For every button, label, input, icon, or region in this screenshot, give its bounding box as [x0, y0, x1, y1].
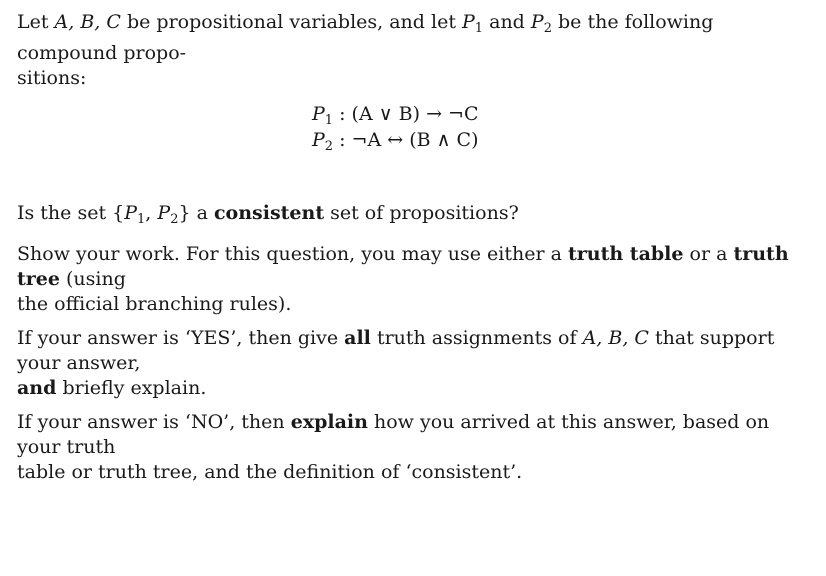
no-text-line2: table or truth tree, and the definition of ‘consistent’.: [17, 461, 523, 483]
yes-text-1: If your answer is ‘YES’, then give: [17, 327, 345, 349]
intro-text-1: Let: [17, 11, 55, 33]
show-work-text-2: or a: [683, 243, 734, 265]
no-text-1: If your answer is ‘NO’, then: [17, 411, 291, 433]
intro-text-2: be propositional variables, and let: [120, 11, 462, 33]
intro-text-line2: sitions:: [17, 67, 87, 89]
show-work-text-line2: the official branching rules).: [17, 293, 292, 315]
formula-p2-subscript: 2: [324, 139, 334, 154]
intro-variables: A, B, C: [54, 11, 121, 33]
yes-answer-paragraph: [17, 326, 807, 401]
question-separator: ,: [145, 202, 158, 224]
formula-p1: [312, 101, 807, 127]
question-p1-name: P: [124, 202, 138, 224]
intro-text-4: be the following compound propo-: [17, 11, 714, 64]
formula-p1-subscript: 1: [324, 113, 334, 128]
show-work-bold-truth-tree: truth tree: [17, 243, 789, 290]
show-work-text-1: Show your work. For this question, you may use either a: [17, 243, 568, 265]
formula-p2-expression: : ¬A ↔ (B ∧ C): [333, 129, 479, 151]
show-work-paragraph: [17, 242, 807, 317]
formula-p2-name: P: [312, 129, 325, 151]
formula-p2: [312, 127, 807, 153]
yes-text-3: that support your answer,: [17, 327, 775, 374]
intro-paragraph: [17, 10, 807, 91]
intro-p2-subscript: 2: [543, 21, 552, 36]
intro-p1-subscript: 1: [474, 21, 484, 36]
intro-p1-name: P: [462, 11, 475, 33]
question-p1-subscript: 1: [137, 212, 146, 227]
yes-bold-all: all: [344, 327, 371, 349]
show-work-bold-truth-table: truth table: [567, 243, 684, 265]
question-bold-consistent: consistent: [213, 202, 325, 224]
formula-block: [312, 101, 807, 153]
yes-text-2: truth assignments of: [370, 327, 583, 349]
question-p2-name: P: [157, 202, 171, 224]
yes-variables: A, B, C: [582, 327, 649, 349]
formula-p1-name: P: [312, 103, 325, 125]
no-answer-paragraph: [17, 410, 807, 485]
yes-bold-and: and: [17, 377, 57, 399]
formula-p1-expression: : (A ∨ B) → ¬C: [333, 103, 479, 125]
question-text-2: } a: [178, 202, 214, 224]
question-paragraph: [17, 201, 807, 232]
show-work-text-3: (using: [59, 268, 126, 290]
question-p2-subscript: 2: [170, 212, 179, 227]
intro-text-3: and: [483, 11, 531, 33]
question-text-1: Is the set {: [17, 202, 125, 224]
yes-text-4: briefly explain.: [56, 377, 207, 399]
problem-document: [17, 10, 807, 485]
no-bold-explain: explain: [290, 411, 368, 433]
intro-p2-name: P: [530, 11, 544, 33]
question-text-3: set of propositions?: [324, 202, 519, 224]
no-text-2: how you arrived at this answer, based on your truth: [17, 411, 770, 458]
